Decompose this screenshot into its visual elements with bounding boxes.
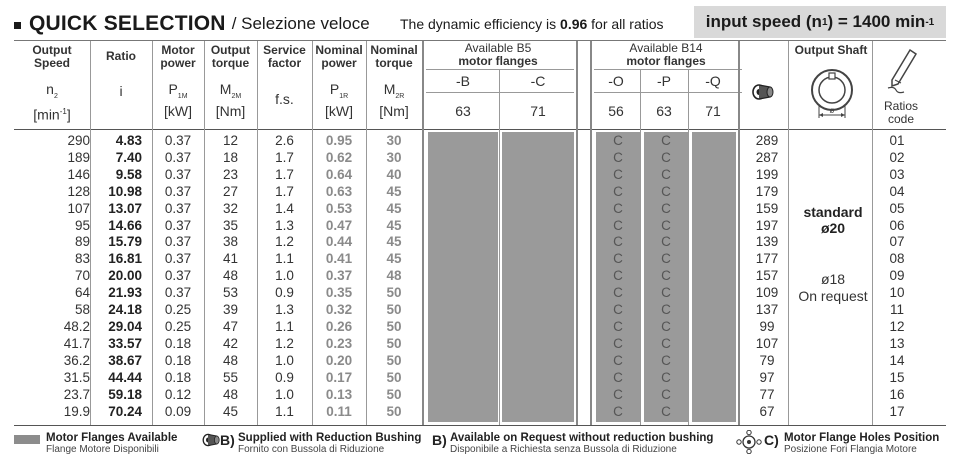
- cell-m2m: 32: [222, 200, 239, 216]
- cell-n2: 36.2: [63, 352, 90, 368]
- cell-p1m: 0.09: [164, 403, 192, 419]
- cell-n2: 146: [67, 166, 90, 182]
- cell-bushing: 79: [759, 352, 775, 368]
- cell-n2: 83: [74, 251, 90, 267]
- cell-flange_o: C: [613, 166, 623, 182]
- flange-size-o: 56: [608, 103, 624, 119]
- cell-ratio: 10.98: [108, 183, 142, 199]
- cell-p1m: 0.18: [164, 352, 192, 368]
- cell-code: 13: [889, 335, 905, 351]
- cell-flange_o: C: [613, 285, 623, 301]
- flange-size-b: 63: [455, 103, 471, 119]
- cell-p1r: 0.23: [325, 335, 353, 351]
- header-b14-flanges: Available B14 motor flanges: [626, 41, 706, 68]
- cell-n2: 58: [74, 302, 90, 318]
- cell-m2m: 23: [222, 166, 239, 182]
- cell-p1m: 0.18: [164, 335, 192, 351]
- cell-p1m: 0.37: [164, 251, 192, 267]
- cell-p1m: 0.25: [164, 318, 192, 334]
- output-shaft-icon: [804, 62, 860, 126]
- cell-n2: 107: [67, 200, 90, 216]
- header-ratio: Ratio: [106, 49, 136, 63]
- legend-on-request: B) Available on Request without reduction bushing Disponibile a Richiesta senza Bussola di Riduzione: [432, 432, 714, 455]
- col-p1m: [152, 133, 204, 420]
- cell-code: 12: [889, 318, 905, 334]
- cell-flange_p: C: [661, 369, 671, 385]
- cell-m2m: 53: [222, 285, 239, 301]
- svg-text:ø: ø: [829, 106, 835, 115]
- cell-flange_o: C: [613, 302, 623, 318]
- cell-code: 02: [889, 149, 905, 165]
- cell-p1m: 0.37: [164, 166, 192, 182]
- cell-ratio: 29.04: [108, 318, 142, 334]
- cell-m2r: 50: [386, 318, 402, 334]
- cell-ratio: 38.67: [108, 352, 142, 368]
- cell-flange_p: C: [661, 251, 671, 267]
- cell-flange_p: C: [661, 318, 671, 334]
- title-bullet: [14, 22, 21, 29]
- cell-n2: 23.7: [63, 386, 90, 402]
- cell-flange_o: C: [613, 217, 623, 233]
- symbol-m2m: $M_{2M}$ [Nm]: [215, 81, 246, 119]
- cell-flange_o: C: [613, 369, 623, 385]
- symbol-m2r: $M_{2R}$ [Nm]: [379, 81, 409, 119]
- cell-code: 07: [889, 234, 905, 250]
- cell-ratio: 13.07: [108, 200, 142, 216]
- legend: [14, 432, 946, 468]
- flange-size-p: 63: [656, 103, 672, 119]
- col-flange-p: [644, 133, 688, 420]
- cell-flange_o: C: [613, 149, 623, 165]
- cell-ratio: 15.79: [108, 234, 142, 250]
- cell-fs: 1.2: [275, 234, 294, 250]
- flange-size-c: 71: [530, 103, 546, 119]
- cell-flange_o: C: [613, 318, 623, 334]
- cell-code: 04: [889, 183, 905, 199]
- cell-m2r: 45: [386, 251, 402, 267]
- cell-code: 06: [889, 217, 905, 233]
- cell-code: 05: [889, 200, 905, 216]
- cell-n2: 128: [67, 183, 90, 199]
- cell-ratio: 7.40: [115, 149, 142, 165]
- cell-m2m: 48: [222, 386, 239, 402]
- cell-m2r: 50: [386, 352, 402, 368]
- cell-ratio: 16.81: [108, 251, 142, 267]
- cell-m2r: 48: [386, 268, 402, 284]
- cell-m2r: 50: [386, 386, 402, 402]
- cell-p1m: 0.37: [164, 183, 192, 199]
- cell-bushing: 67: [759, 403, 775, 419]
- cell-code: 03: [889, 166, 905, 182]
- cell-fs: 2.6: [275, 133, 294, 148]
- symbol-p1r: $P_{1R}$ [kW]: [325, 81, 353, 119]
- cell-bushing: 179: [755, 183, 779, 199]
- page-subtitle: / Selezione veloce: [231, 14, 370, 33]
- flange-holes-icon: [734, 430, 764, 454]
- cell-p1m: 0.37: [164, 200, 192, 216]
- cell-m2r: 30: [386, 149, 402, 165]
- cell-fs: 0.9: [275, 285, 294, 301]
- cell-m2m: 39: [222, 302, 239, 318]
- header-motor-power: Motor power: [160, 43, 196, 70]
- flange-c-available: [502, 132, 574, 422]
- cell-flange_p: C: [661, 200, 671, 216]
- legend-swatch: [14, 435, 40, 444]
- cell-flange_o: C: [613, 352, 623, 368]
- cell-flange_p: C: [661, 268, 671, 284]
- col-n2: [26, 133, 90, 420]
- cell-code: 10: [889, 285, 905, 301]
- cell-ratio: 24.18: [108, 302, 142, 318]
- flange-code-q: -Q: [705, 73, 721, 89]
- cell-p1m: 0.37: [164, 268, 192, 284]
- flange-code-o: -O: [608, 73, 624, 89]
- cell-flange_p: C: [661, 335, 671, 351]
- col-fs: [257, 133, 312, 420]
- cell-flange_o: C: [613, 403, 623, 419]
- cell-fs: 1.1: [275, 318, 294, 334]
- cell-code: 01: [889, 133, 905, 148]
- cell-m2r: 40: [386, 166, 402, 182]
- header-ratios-code: Ratios code: [883, 99, 918, 126]
- cell-code: 17: [889, 403, 905, 419]
- header-output-torque: Output torque: [210, 43, 251, 70]
- symbol-n2: $n_2$ $[\min^{-1}]$: [33, 81, 71, 123]
- col-ratio: [92, 133, 142, 420]
- cell-p1m: 0.18: [164, 369, 192, 385]
- legend-flanges: Motor Flanges Available Flange Motore Disponibili: [14, 432, 204, 455]
- cell-fs: 0.9: [275, 369, 294, 385]
- cell-p1r: 0.53: [325, 200, 353, 216]
- cell-ratio: 20.00: [108, 268, 142, 284]
- cell-bushing: 287: [755, 149, 779, 165]
- cell-p1r: 0.62: [325, 149, 353, 165]
- cell-p1r: 0.32: [325, 302, 353, 318]
- cell-flange_o: C: [613, 183, 623, 199]
- flange-size-q: 71: [705, 103, 721, 119]
- cell-m2m: 27: [222, 183, 239, 199]
- flange-b-available: [428, 132, 498, 422]
- cell-p1r: 0.63: [325, 183, 353, 199]
- cell-m2r: 45: [386, 234, 402, 250]
- cell-p1r: 0.35: [325, 285, 353, 301]
- cell-bushing: 109: [755, 285, 779, 301]
- input-speed-box: input speed (n 1 ) = 1400 min -1: [694, 6, 946, 38]
- symbol-p1m: $P_{1M}$ [kW]: [164, 81, 192, 119]
- cell-m2r: 50: [386, 403, 402, 419]
- cell-flange_o: C: [613, 200, 623, 216]
- cell-m2m: 35: [222, 217, 239, 233]
- cell-n2: 19.9: [63, 403, 90, 419]
- cell-ratio: 14.66: [108, 217, 142, 233]
- flange-q-available: [692, 132, 736, 422]
- cell-bushing: 157: [755, 268, 779, 284]
- cell-flange_o: C: [613, 251, 623, 267]
- cell-bushing: 137: [755, 302, 779, 318]
- cell-ratio: 33.57: [108, 335, 142, 351]
- cell-fs: 1.7: [275, 149, 294, 165]
- cell-n2: 95: [74, 217, 90, 233]
- cell-fs: 1.4: [275, 200, 294, 216]
- cell-bushing: 139: [755, 234, 779, 250]
- pencil-icon: [884, 48, 920, 96]
- header-nominal-torque: Nominal torque: [370, 43, 418, 70]
- flange-code-c: -C: [530, 73, 546, 89]
- cell-p1r: 0.37: [325, 268, 353, 284]
- cell-p1m: 0.37: [164, 149, 192, 165]
- cell-n2: 189: [67, 149, 90, 165]
- cell-flange_p: C: [661, 302, 671, 318]
- header-output-shaft: Output Shaft: [794, 43, 868, 57]
- cell-flange_p: C: [661, 234, 671, 250]
- cell-fs: 1.3: [275, 302, 294, 318]
- cell-fs: 1.0: [275, 352, 294, 368]
- cell-code: 09: [889, 268, 905, 284]
- cell-code: 14: [889, 352, 905, 368]
- cell-ratio: 21.93: [108, 285, 142, 301]
- cell-flange_p: C: [661, 386, 671, 402]
- cell-m2r: 50: [386, 369, 402, 385]
- cell-flange_p: C: [661, 133, 671, 148]
- cell-n2: 64: [74, 285, 90, 301]
- bushing-icon: [752, 82, 776, 102]
- cell-m2r: 50: [386, 335, 402, 351]
- cell-flange_o: C: [613, 133, 623, 148]
- cell-fs: 1.7: [275, 166, 294, 182]
- cell-m2m: 45: [222, 403, 239, 419]
- cell-bushing: 289: [755, 133, 779, 148]
- cell-flange_p: C: [661, 166, 671, 182]
- cell-m2r: 50: [386, 302, 402, 318]
- title-bar: [14, 8, 370, 40]
- col-flange-o: [596, 133, 640, 420]
- col-bushing: [742, 133, 792, 420]
- cell-p1m: 0.25: [164, 302, 192, 318]
- flange-code-b: -B: [456, 73, 470, 89]
- cell-bushing: 197: [755, 217, 779, 233]
- cell-m2m: 48: [222, 268, 239, 284]
- cell-m2m: 18: [222, 149, 239, 165]
- cell-p1r: 0.41: [325, 251, 353, 267]
- cell-m2m: 55: [222, 369, 239, 385]
- cell-m2m: 12: [222, 133, 239, 148]
- cell-fs: 1.7: [275, 183, 294, 199]
- cell-p1m: 0.37: [164, 285, 192, 301]
- cell-bushing: 99: [759, 318, 775, 334]
- col-ratio-code: [874, 133, 920, 420]
- efficiency-note: The dynamic efficiency is 0.96 for all ratios: [400, 16, 664, 32]
- col-p1r: [312, 133, 366, 420]
- cell-bushing: 159: [755, 200, 779, 216]
- cell-flange_p: C: [661, 217, 671, 233]
- cell-bushing: 97: [759, 369, 775, 385]
- cell-p1r: 0.95: [325, 133, 353, 148]
- cell-m2r: 45: [386, 200, 402, 216]
- header-b5-flanges: Available B5 motor flanges: [458, 41, 538, 68]
- cell-bushing: 107: [755, 335, 779, 351]
- cell-n2: 290: [67, 133, 90, 148]
- cell-flange_p: C: [661, 352, 671, 368]
- cell-flange_p: C: [661, 149, 671, 165]
- cell-flange_o: C: [613, 268, 623, 284]
- cell-p1m: 0.37: [164, 133, 192, 148]
- legend-bushing: B) Supplied with Reduction Bushing Fornito con Bussola di Riduzione: [202, 432, 438, 455]
- cell-flange_o: C: [613, 234, 623, 250]
- cell-n2: 89: [74, 234, 90, 250]
- header-service-factor: Service factor: [263, 43, 306, 70]
- flange-code-p: -P: [657, 73, 671, 89]
- cell-m2r: 45: [386, 217, 402, 233]
- cell-fs: 1.3: [275, 217, 294, 233]
- cell-fs: 1.0: [275, 268, 294, 284]
- cell-n2: 70: [74, 268, 90, 284]
- symbol-fs: f.s.: [275, 91, 294, 107]
- cell-flange_o: C: [613, 335, 623, 351]
- shaft-on-request: ø18 On request: [798, 271, 868, 304]
- cell-bushing: 77: [759, 386, 775, 402]
- cell-p1m: 0.12: [164, 386, 192, 402]
- cell-n2: 41.7: [63, 335, 90, 351]
- cell-code: 11: [889, 302, 904, 318]
- col-m2r: [366, 133, 422, 420]
- cell-p1m: 0.37: [164, 217, 192, 233]
- cell-fs: 1.0: [275, 386, 294, 402]
- cell-p1r: 0.64: [325, 166, 353, 182]
- cell-p1m: 0.37: [164, 234, 192, 250]
- cell-bushing: 177: [755, 251, 779, 267]
- cell-flange_p: C: [661, 183, 671, 199]
- cell-flange_o: C: [613, 386, 623, 402]
- header-nominal-power: Nominal power: [315, 43, 363, 70]
- cell-n2: 31.5: [63, 369, 90, 385]
- cell-p1r: 0.20: [325, 352, 353, 368]
- page-title: QUICK SELECTION: [29, 12, 226, 35]
- cell-m2m: 48: [222, 352, 239, 368]
- cell-p1r: 0.13: [325, 386, 353, 402]
- cell-code: 15: [889, 369, 905, 385]
- cell-p1r: 0.47: [325, 217, 353, 233]
- shaft-standard: standard ø20: [803, 204, 863, 236]
- cell-ratio: 44.44: [108, 369, 142, 385]
- cell-m2m: 47: [222, 318, 239, 334]
- cell-m2m: 42: [222, 335, 239, 351]
- symbol-i: i: [119, 83, 123, 99]
- cell-m2r: 50: [386, 285, 402, 301]
- cell-m2m: 41: [222, 251, 239, 267]
- cell-ratio: 9.58: [115, 166, 142, 182]
- cell-m2r: 45: [386, 183, 402, 199]
- cell-m2m: 38: [222, 234, 239, 250]
- cell-code: 08: [889, 251, 905, 267]
- bushing-legend-icon: [202, 432, 222, 448]
- cell-p1r: 0.44: [325, 234, 353, 250]
- cell-fs: 1.2: [275, 335, 294, 351]
- efficiency-value: 0.96: [560, 16, 588, 32]
- cell-ratio: 4.83: [115, 133, 142, 148]
- cell-p1r: 0.11: [326, 403, 352, 419]
- cell-bushing: 199: [755, 166, 779, 182]
- cell-p1r: 0.26: [325, 318, 353, 334]
- cell-fs: 1.1: [275, 403, 294, 419]
- cell-n2: 48.2: [63, 318, 90, 334]
- cell-fs: 1.1: [275, 251, 294, 267]
- cell-flange_p: C: [661, 403, 671, 419]
- cell-flange_p: C: [661, 285, 671, 301]
- cell-m2r: 30: [386, 133, 402, 148]
- header-output-speed: Output Speed: [32, 43, 72, 70]
- cell-ratio: 59.18: [108, 386, 142, 402]
- cell-code: 16: [889, 386, 905, 402]
- legend-holes: C) Motor Flange Holes Position Posizione Fori Flangia Motore: [734, 432, 946, 455]
- cell-p1r: 0.17: [325, 369, 353, 385]
- cell-ratio: 70.24: [108, 403, 142, 419]
- col-m2m: [204, 133, 257, 420]
